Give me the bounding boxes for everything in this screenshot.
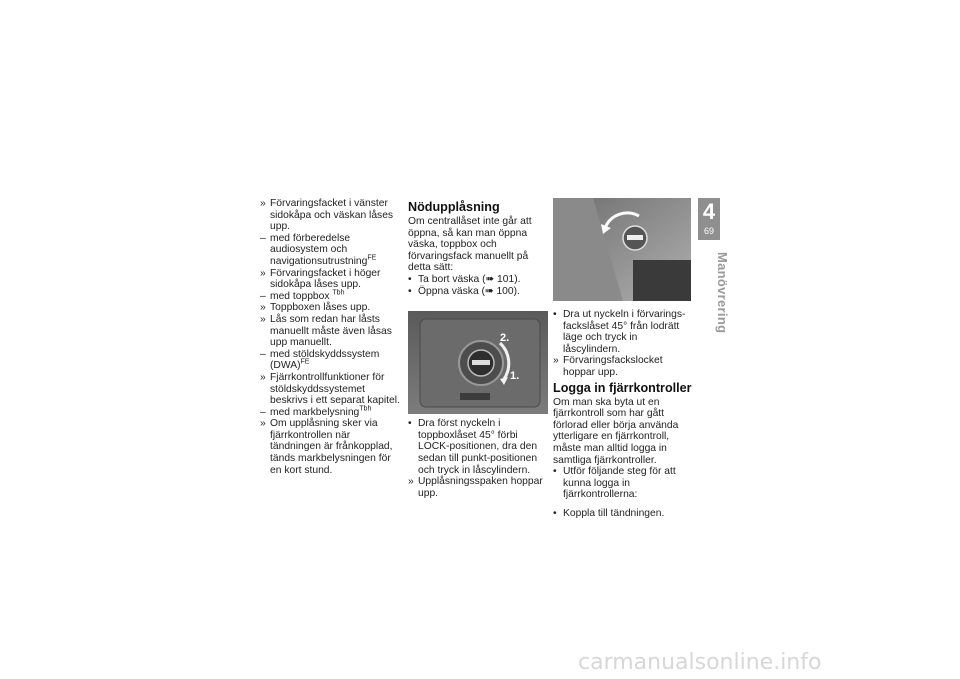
- section-heading: Logga in fjärrkontroller: [553, 380, 692, 395]
- chapter-tab: [698, 198, 720, 240]
- chapter-title: Manövrering: [715, 252, 730, 334]
- list-item: » Fjärrkontrollfunktioner för stöldskyddssystemet beskrivs i ett separat kapitel.: [260, 371, 400, 407]
- list-item: » Förvaringsfackslocket hoppar upp.: [553, 355, 663, 378]
- list-item: – med markbelysning$^{Tbh}$: [260, 405, 372, 418]
- paragraph: Om centrallåset inte går att öppna, så kan man öppna väska, toppbox och förvaringsfack manuellt på detta sätt:: [408, 216, 532, 274]
- paragraph: Om man ska byta ut en fjärrkontroll som har gått förlorad eller börja använda ytterligare en fjärrkontroll, måste man alltid logga in samtliga fjärrkontroller.: [553, 396, 679, 466]
- column-middle: [408, 198, 548, 499]
- list-item: • Öppna väska (➠ 100).: [408, 285, 520, 297]
- chapter-number: 4: [702, 199, 716, 224]
- topbox-lock-photo: [408, 311, 548, 414]
- list-item: • Dra först nyckeln i toppboxlåset 45° förbi LOCK-positionen, dra den sedan till punkt-positionen och tryck in låscylindern.: [408, 418, 538, 476]
- list-item: • Ta bort väska (➠ 101).: [408, 273, 521, 285]
- list-item: – med förberedelse audiosystem och navigationsutrustning$^{FE}$: [260, 232, 377, 267]
- list-item: » Toppboxen låses upp.: [260, 302, 371, 314]
- storage-compartment-lock-photo: [553, 198, 691, 301]
- list-item: – med stöldskyddssystem (DWA)$^{FE}$: [260, 348, 380, 372]
- list-item: – med toppbox $^{Tbh}$: [260, 289, 345, 302]
- list-item: • Koppla till tändningen.: [553, 507, 665, 519]
- step1-label: 1.: [510, 370, 520, 383]
- watermark: carmanualsonline.info: [578, 650, 822, 675]
- list-item: » Förvaringsfacket i vänster sidokåpa och väskan låses upp.: [260, 198, 394, 233]
- step2-label: 2.: [500, 332, 510, 345]
- page-number: 69: [703, 226, 714, 236]
- list-item: • Dra ut nyckeln i förvaringsfackslåset 45° från lodrätt läge och tryck in låscylindern.: [553, 309, 686, 355]
- list-item: » Förvaringsfacket i höger sidokåpa låses upp.: [260, 267, 381, 291]
- column-left: [260, 198, 400, 476]
- list-item: • Utför följande steg för att kunna logga in fjärrkontrollerna:: [553, 466, 676, 501]
- list-item: » Upplåsningsspaken hoppar upp.: [408, 476, 543, 499]
- column-right: [553, 198, 695, 520]
- list-item: » Lås som redan har låsts manuellt måste även låsas upp manuellt.: [260, 313, 392, 349]
- list-item: » Om upplåsning sker via fjärrkontrollen när tändningen är frånkopplad, tänds markbelysningen för en kort stund.: [260, 418, 393, 476]
- section-heading: Nödupplåsning: [408, 200, 500, 214]
